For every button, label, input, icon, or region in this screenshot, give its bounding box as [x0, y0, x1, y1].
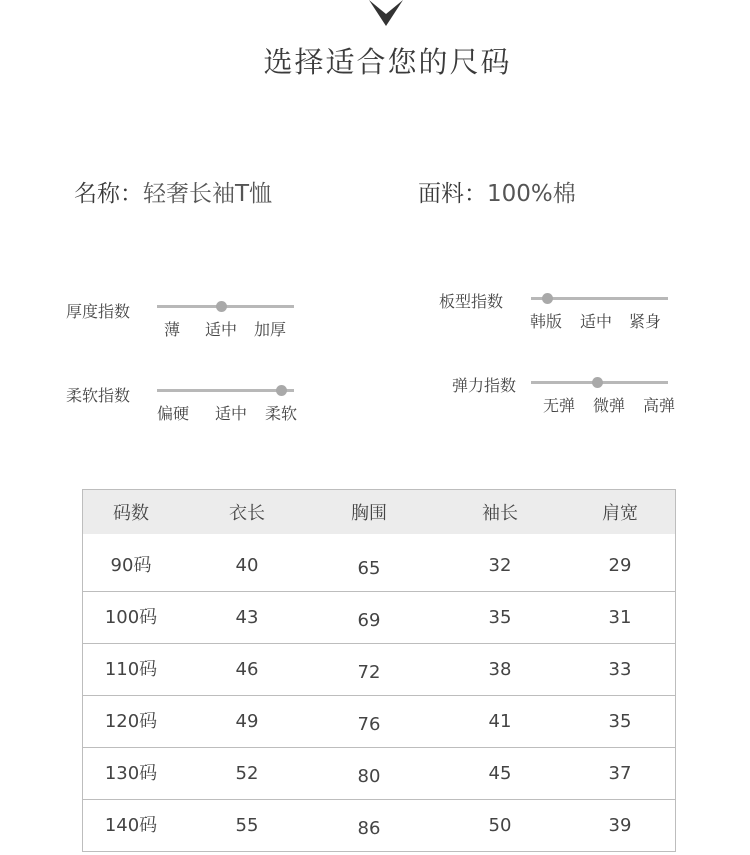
thickness-option: 适中 [205, 320, 238, 339]
cell-size: 120码 [104, 711, 158, 732]
fit-option: 紧身 [629, 312, 662, 331]
softness-option: 偏硬 [157, 404, 190, 423]
cell-shoulder: 39 [608, 815, 632, 836]
cell-size: 140码 [104, 815, 158, 836]
table-row [83, 696, 675, 748]
table-row [83, 800, 675, 852]
table-row [83, 644, 675, 696]
cell-shoulder: 37 [608, 763, 632, 784]
elasticity-option: 无弹 [543, 396, 576, 415]
table-header-row [83, 490, 675, 534]
softness-label: 柔软指数 [66, 386, 131, 405]
product-fabric [418, 175, 576, 208]
elasticity-marker [592, 377, 603, 388]
page-title: 选择适合您的尺码 [263, 45, 512, 79]
cell-sleeve: 38 [488, 659, 512, 680]
thickness-option: 薄 [164, 320, 181, 339]
cell-chest: 76 [357, 714, 381, 735]
elasticity-option: 微弹 [593, 396, 626, 415]
product-name-value: 轻奢长袖T恤 [143, 181, 273, 207]
cell-size: 110码 [104, 659, 158, 680]
cell-length: 55 [235, 815, 259, 836]
cell-length: 46 [235, 659, 259, 680]
softness-track [157, 389, 294, 392]
softness-option: 适中 [215, 404, 248, 423]
cell-shoulder: 33 [608, 659, 632, 680]
fit-option: 适中 [580, 312, 613, 331]
cell-sleeve: 45 [488, 763, 512, 784]
fabric-value: 100%棉 [487, 181, 576, 207]
cell-chest: 65 [357, 558, 381, 579]
fabric-label: 面料： [418, 181, 487, 207]
cell-length: 49 [235, 711, 259, 732]
cell-chest: 69 [357, 610, 381, 631]
softness-option: 柔软 [265, 404, 298, 423]
cell-sleeve: 35 [488, 607, 512, 628]
size-table [82, 489, 676, 852]
header-size: 码数 [113, 503, 149, 524]
thickness-marker [216, 301, 227, 312]
cell-sleeve: 32 [488, 555, 512, 576]
table-row [83, 592, 675, 644]
cell-sleeve: 50 [488, 815, 512, 836]
cell-shoulder: 31 [608, 607, 632, 628]
chevron-down-icon [369, 0, 403, 26]
elasticity-option: 高弹 [643, 396, 676, 415]
cell-shoulder: 29 [608, 555, 632, 576]
softness-marker [276, 385, 287, 396]
cell-size: 130码 [104, 763, 158, 784]
header-chest: 胸围 [351, 503, 387, 524]
cell-length: 52 [235, 763, 259, 784]
fit-marker [542, 293, 553, 304]
cell-sleeve: 41 [488, 711, 512, 732]
header-sleeve: 袖长 [482, 503, 518, 524]
cell-size: 100码 [104, 607, 158, 628]
cell-chest: 86 [357, 818, 381, 839]
elasticity-label: 弹力指数 [452, 376, 517, 395]
thickness-label: 厚度指数 [66, 302, 131, 321]
product-name [74, 175, 272, 208]
cell-length: 43 [235, 607, 259, 628]
header-length: 衣长 [229, 503, 265, 524]
cell-length: 40 [235, 555, 259, 576]
thickness-option: 加厚 [254, 320, 287, 339]
header-shoulder: 肩宽 [602, 503, 638, 524]
fit-label: 板型指数 [439, 292, 504, 311]
fit-option: 韩版 [530, 312, 563, 331]
table-row [83, 540, 675, 592]
cell-chest: 80 [357, 766, 381, 787]
cell-shoulder: 35 [608, 711, 632, 732]
cell-size: 90码 [110, 555, 152, 576]
table-row [83, 748, 675, 800]
product-name-label: 名称： [74, 181, 143, 207]
cell-chest: 72 [357, 662, 381, 683]
